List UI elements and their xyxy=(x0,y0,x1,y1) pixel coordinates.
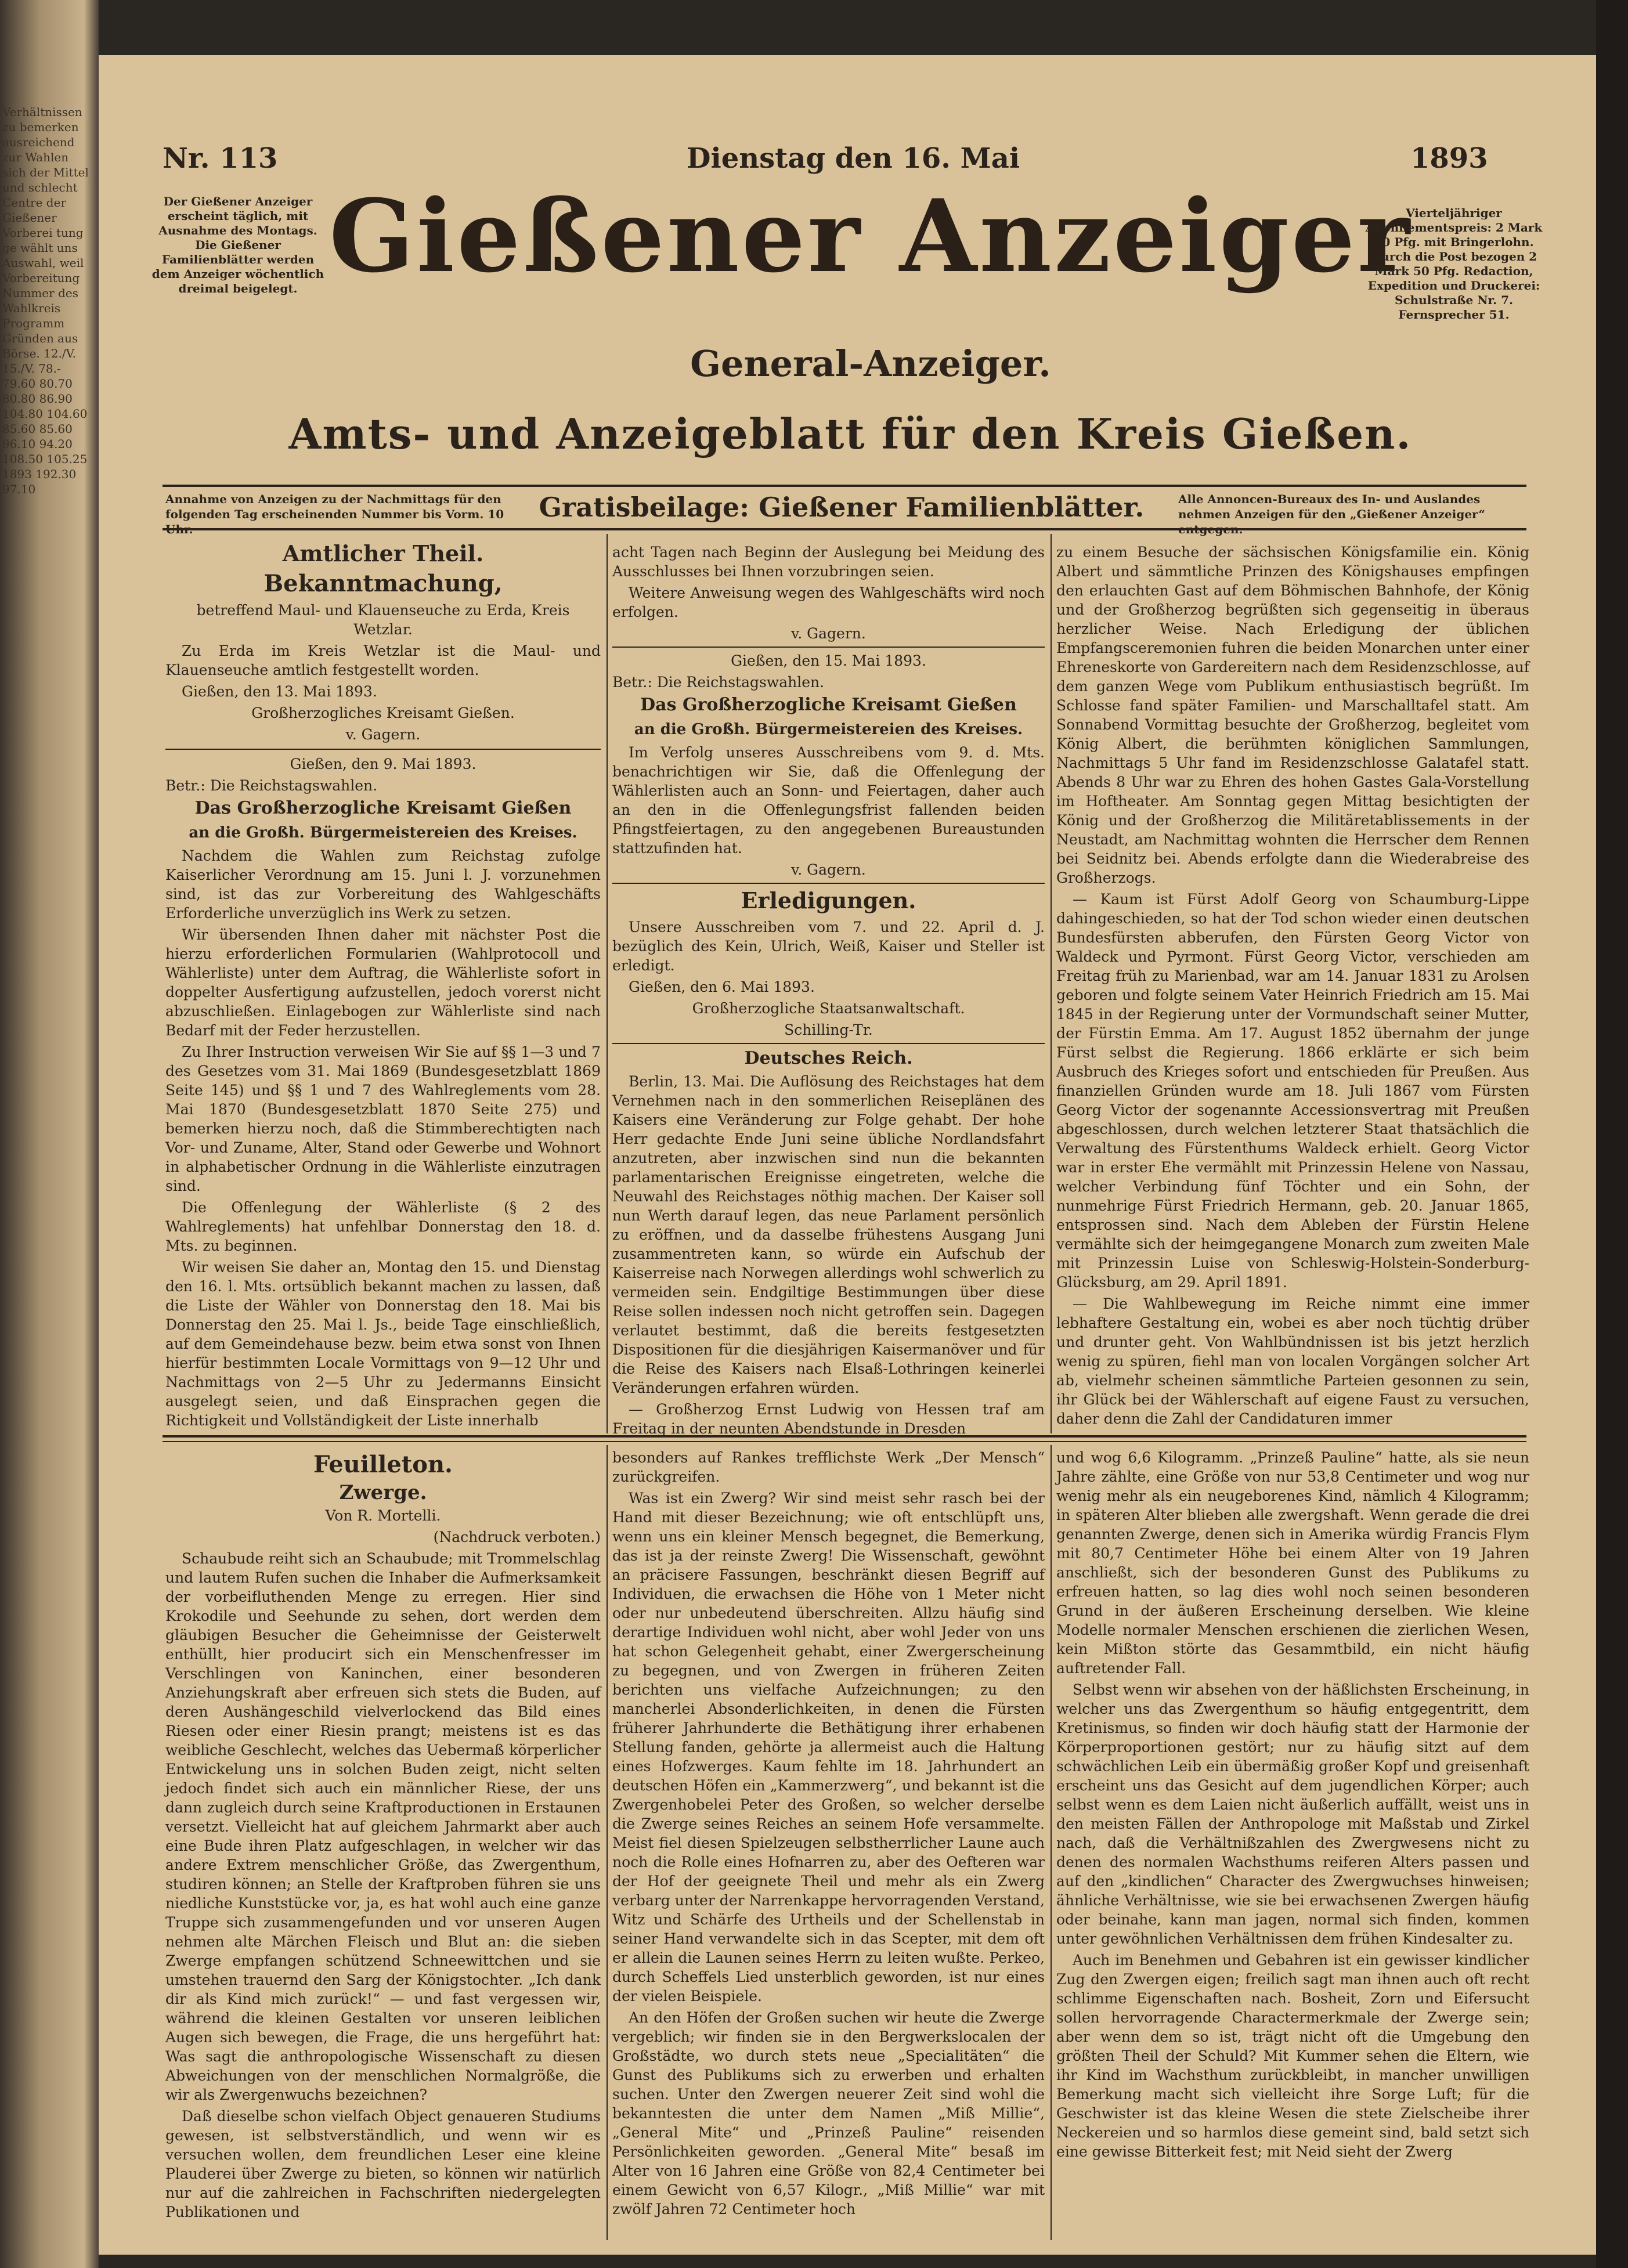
column-2 xyxy=(612,543,1045,1440)
newspaper-tagline: Amts- und Anzeigeblatt für den Kreis Gießen. xyxy=(288,409,1412,458)
left-page-gutter xyxy=(0,0,99,2268)
feuilleton-column-3 xyxy=(1056,1448,1529,2164)
paragraph: und wog 6,6 Kilogramm. „Prinzeß Pauline“ hatte, als sie neun Jahre zählte, eine Größe von nur 53,8 Centimeter und wog nur wenig mehr als ein neugeborenes Kind, nämlich 4 Kilogramm; in späteren Alter blieben alle zwergshaft. Wenn gerade die drei genannten Zwerge, denen sich in Amerika würdig Francis Flym mit 80,7 Centimeter Höhe bei einem Alter von 19 Jahren anschließt, sich der besonderen Gunst des Publikums zu erfreuen hatten, so lag dies wohl noch seinen besonderen Grund in der äußeren Erscheinung derselben. Wie kleine Modelle normaler Menschen erschienen die zierlichen Wesen, kein Mißton störte das Gesammtbild, ein nicht häufig auftretender Fall. xyxy=(1056,1449,1529,1677)
divider xyxy=(612,883,1045,884)
betreff: Betr.: Die Reichstagswahlen. xyxy=(612,674,825,691)
divider xyxy=(612,1043,1045,1044)
paragraph: Nachdem die Wahlen zum Reichstag zufolge Kaiserlicher Verordnung am 15. Juni l. J. vorzunehmen sind, ist das zur Vorbereitung des Wahlgeschäfts Erforderliche unverzüglich ins Werk zu setzen. xyxy=(165,847,601,922)
masthead-rule-bottom xyxy=(163,528,1526,530)
paragraph: An den Höfen der Großen suchen wir heute die Zwerge vergeblich; wir finden sie in den Bergwerkslocalen der Großstädte, wo durch stets neue „Specialitäten“ die Gunst des Publikums sich zu erwerben und erhalten suchen. Unter den Zwergen neuerer Zeit sind wohl die bekanntesten die unter dem Namen „Miß Millie“, „General Mite“ und „Prinzeß Pauline“ reisenden Persönlichkeiten geworden. „General Mite“ besaß im Alter von 16 Jahren eine Größe von 82,4 Centimeter bei einem Gewicht von 6,57 Kilogr., „Miß Millie“ war mit zwölf Jahren 72 Centimeter hoch xyxy=(612,2009,1045,2218)
bekanntmachung-subject: betreffend Maul- und Klauenseuche zu Erda, Kreis Wetzlar. xyxy=(196,602,570,638)
paragraph: Selbst wenn wir absehen von der häßlichsten Erscheinung, in welcher uns das Zwergenthum so häufig entgegentritt, dem Kretinismus, so finden wir doch häufig statt der Harmonie der Körperproportionen gestört; nur zu häufig sitzt auf dem schwächlichen Leib ein übermäßig großer Kopf und greisenhaft erscheint uns das Gesicht auf dem jugendlichen Körper; auch selbst wenn es dem Laien nicht äußerlich auffällt, weist uns in den meisten Fällen der Anthropologe mit Maßstab und Zirkel nach, daß die Verhältnißzahlen des Zwergwesens nicht zu denen des normalen Wachsthums reiferen Alters passen und auf den „kindlichen“ Character des Zwergwuchses hinweisen; ähnliche Verhältnisse, wie sie bei erwachsenen Zwergen häufig oder beinahe, kann man jagen, normal sich finden, kommen unter gewöhnlichen Verhältnissen dem frühen Kindesalter zu. xyxy=(1056,1681,1529,1947)
feuilleton-note: (Nachdruck verboten.) xyxy=(433,1529,601,1545)
newspaper-title: Gießener Anzeiger xyxy=(329,177,1413,295)
issue-year: 1893 xyxy=(1410,142,1488,175)
section-amtlicher-theil: Amtlicher Theil. xyxy=(282,540,484,566)
signature: Großherzogliche Staatsanwaltschaft. xyxy=(692,1000,965,1017)
heading-kreisamt: Das Großherzogliche Kreisamt Gießen xyxy=(640,695,1017,715)
heading-kreisamt-sub: an die Großh. Bürgermeistereien des Kreises. xyxy=(189,824,577,842)
column-rule xyxy=(607,1445,608,2240)
paragraph: Zu Ihrer Instruction verweisen Wir Sie auf §§ 1—3 und 7 des Gesetzes vom 31. Mai 1869 (Bundesgesetzblatt 1869 Seite 145) und §§ 1 und 7 des Wahlreglements vom 28. Mai 1870 (Bundesgesetzblatt 1870 Seite 275) und bemerken hierzu noch, daß die Stimmberechtigten nach Vor- und Zuname, Alter, Stand oder Gewerbe und Wohnort in alphabetischer Ordnung in die Wählerliste einzutragen sind. xyxy=(165,1043,601,1194)
dateline: Gießen, den 15. Mai 1893. xyxy=(731,652,926,669)
heading-bekanntmachung: Bekanntmachung, xyxy=(263,570,503,597)
betreff: Betr.: Die Reichstagswahlen. xyxy=(165,777,378,794)
paragraph: — Die Wahlbewegung im Reiche nimmt eine immer lebhaftere Gestaltung ein, wobei es aber noch tüchtig drüber und drunter geht. Von Wahlbündnissen ist bis jetzt herzlich wenig zu spüren, fiehl man von localen Vorgängen solcher Art ab, vielmehr scheinen sämmtliche Parteien gesonnen zu sein, ihr Glück bei der Wählerschaft auf eigene Faust zu versuchen, daher denn die Zahl der Candidaturen immer xyxy=(1056,1295,1529,1427)
column-rule xyxy=(1051,1445,1052,2240)
feuilleton-rule xyxy=(163,1435,1526,1438)
column-3 xyxy=(1056,543,1529,1431)
notice-left: Annahme von Anzeigen zu der Nachmittags für den folgenden Tag erscheinenden Nummer bis Vorm. 10 Uhr. xyxy=(165,492,504,536)
masthead-right-box: Vierteljähriger Abonnementspreis: 2 Mark 20 Pfg. mit Bringerlohn. Durch die Post bezogen 2 Mark 50 Pfg. Redaction, Expedition und Druckerei: Schulstraße Nr. 7. Fernsprecher 51. xyxy=(1365,206,1543,322)
dateline: Gießen, den 13. Mai 1893. xyxy=(182,683,377,700)
paragraph: Weitere Anweisung wegen des Wahlgeschäfts wird noch erfolgen. xyxy=(612,584,1045,620)
newspaper-page xyxy=(99,55,1596,2255)
column-rule xyxy=(1051,534,1052,1433)
gratisbeilage: Gratisbeilage: Gießener Familienblätter. xyxy=(539,492,1145,523)
paragraph: Zu Erda im Kreis Wetzlar ist die Maul- und Klauenseuche amtlich festgestellt worden. xyxy=(165,642,601,678)
paragraph: Daß dieselbe schon vielfach Object genaueren Studiums gewesen, ist selbstverständlich, und wenn wir es versuchen wollen, dem freundlichen Leser eine kleine Plauderei über Zwerge zu bieten, so können wir natürlich nur auf die zahlreichen in Fachschriften niedergelegten Publikationen und xyxy=(165,2108,601,2220)
feuilleton-title: Zwerge. xyxy=(339,1481,427,1504)
dateline: Gießen, den 6. Mai 1893. xyxy=(629,978,815,995)
paragraph: Im Verfolg unseres Ausschreibens vom 9. d. Mts. benachrichtigen wir Sie, daß die Offenlegung der Wählerlisten auch an Sonn- und Feiertagen, daher auch an den in die Offenlegungsfrist fallenden beiden Pfingstfeiertagen, zu den angegebenen Bureaustunden stattzufinden hat. xyxy=(612,744,1045,857)
paragraph: besonders auf Rankes trefflichste Werk „Der Mensch“ zurückgreifen. xyxy=(612,1449,1045,1485)
heading-erledigungen: Erledigungen. xyxy=(741,887,916,913)
issue-number: Nr. 113 xyxy=(163,142,278,175)
section-feuilleton: Feuilleton. xyxy=(313,1451,453,1478)
feuilleton-column-2 xyxy=(612,1448,1045,2221)
paragraph: Was ist ein Zwerg? Wir sind meist sehr rasch bei der Hand mit dieser Bezeichnung; wie oft entschlüpft uns, wenn uns ein kleiner Mensch begegnet, die Bemerkung, das ist ja der reinste Zwerg! Die Wissenschaft, gewöhnt an präcisere Fassungen, beschränkt diesen Begriff auf Individuen, die erwachsen die Höhe von 1 Meter nicht oder nur unbedeutend überschreiten. Allzu häufig sind derartige Individuen wohl nicht, aber wohl Jeder von uns hat schon Gelegenheit gehabt, einer Zwergerscheinung zu begegnen, und von Zwergen in früheren Zeiten berichten uns vielfache Aufzeichnungen; zu den mancherlei Absonderlichkeiten, in denen die Fürsten früherer Jahrhunderte die Bethätigung ihrer erhabenen Stellung fanden, gehörte ja allermeist auch die Haltung eines Hofzwerges. Kaum fehlte im 18. Jahrhundert an deutschen Höfen ein „Kammerzwerg“, und bekannt ist die Zwergenhobelei Peter des Großen, so welcher derselbe die Zwerge seines Reiches an seinem Hofe versammelte. Meist fiel diesen Spielzeugen selbstherrlicher Laune auch noch die Rolle eines Hofnarren zu, aber des Oefteren war der Hof der geeignete Theil und mehr als ein Zwerg verbarg unter der Narrenkappe hervorragenden Verstand, Witz und Schärfe des Urtheils und der Schellenstab in seiner Hand verwandelte sich in das Scepter, mit dem oft er allein die Launen seines Herrn zu leiten wußte. Perkeo, durch Scheffels Lied unsterblich geworden, ist nur eines der vielen Beispiele. xyxy=(612,1490,1045,2005)
divider xyxy=(165,749,601,750)
column-rule xyxy=(607,534,608,1433)
heading-kreisamt: Das Großherzogliche Kreisamt Gießen xyxy=(194,798,572,818)
newspaper-subtitle: General-Anzeiger. xyxy=(690,342,1051,385)
paragraph: Unsere Ausschreiben vom 7. und 22. April d. J. bezüglich des Kein, Ulrich, Weiß, Kaiser und Steller ist erledigt. xyxy=(612,919,1045,974)
signature: Schilling-Tr. xyxy=(784,1021,873,1038)
signature: v. Gagern. xyxy=(345,726,421,743)
paragraph: Schaubude reiht sich an Schaubude; mit Trommelschlag und lautem Rufen suchen die Inhaber die Aufmerksamkeit der vorbeifluthenden Menge zu erregen. Hier sind Krokodile und Seehunde zu sehen, dort werden dem gläubigen Besucher die Geheimnisse der Geisterwelt enthüllt, hier producirt sich ein Menschenfresser im Verschlingen von Kaninchen, einer besonderen Anziehungskraft aber erfreuen sich stets die Buden, auf deren Aushängeschild vielverlockend das Bild eines Riesen oder einer Riesin prangt; meistens ist es das weibliche Geschlecht, welches das Uebermaß körperlicher Entwickelung uns in solchen Buden zeigt, nicht selten jedoch findet sich auch ein männlicher Riese, der uns dann zugleich durch seine Kraftproductionen in Erstaunen versetzt. Vielleicht hat auf gleichem Jahrmarkt aber auch eine Bude ihren Platz aufgeschlagen, in welcher wir das andere Extrem menschlicher Größe, das Zwergenthum, studiren können; an Stelle der Kraftproben führen sie uns niedliche Kunststücke vor, ja, es hat wohl auch eine ganze Truppe sich zusammengefunden und vor unseren Augen nehmen alte Märchen Fleisch und Blut an: die sieben Zwerge empfangen schützend Schneewittchen und sie umstehen trauernd den Sarg der Königstochter. „Ich dank dir als Kind mich zurück!“ — und fast vergessen wir, während die kleinen Gestalten vor unseren leiblichen Augen sich bewegen, die Frage, die uns hergeführt hat: Was sagt die anthropologische Wissenschaft zu diesen Abweichungen von der menschlichen Normalgröße, die wir als Zwergenwuchs bezeichnen? xyxy=(165,1550,601,2103)
gutter-text: Verhältnissen zu bemerken ausreichend zur Wahlen sich der Mittel und schlecht Centre der Gießener Vorberei tung ge wählt uns Auswahl, weil Vorbereitung Nummer des Wahlkreis Programm Gründen aus Börse. 12./V. 15./V. 78.- 79.60 80.70 80.80 86.90 104.80 104.60 85.60 85.60 96.10 94.20 108.50 105.25 1893 192.30 97.10 xyxy=(2,105,93,496)
paragraph: — Kaum ist Fürst Adolf Georg von Schaumburg-Lippe dahingeschieden, so hat der Tod schon wieder einen deutschen Bundesfürsten abberufen, den Fürsten Georg Victor von Waldeck und Pyrmont. Fürst Georg Victor, verschieden am Freitag früh zu Marienbad, war am 14. Januar 1831 zu Arolsen geboren und folgte seinem Vater Heinrich Friedrich am 15. Mai 1845 in der Regierung unter der Vormundschaft seiner Mutter, der Fürstin Emma. Am 17. August 1852 übernahm der junge Fürst selbst die Regierung. 1866 erklärte er sich beim Ausbruch des Krieges sofort und entschieden für Preußen. Aus finanziellen Gründen wurde am 18. Juli 1867 vom Fürsten Georg Victor der sogenannte Accessionsvertrag mit Preußen abgeschlossen, durch welchen letzterer Staat thatsächlich die Verwaltung des Fürstenthums Waldeck erhielt. Georg Victor war in erster Ehe vermählt mit Prinzessin Helene von Nassau, welcher Verbindung fünf Töchter und ein Sohn, der nunmehrige Fürst Friedrich Hermann, geb. 20. Januar 1865, entsprossen sind. Nach dem Ableben der Fürstin Helene vermählte sich der heimgegangene Monarch zum zweiten Male mit Prinzessin Luise von Schleswig-Holstein-Sonderburg-Glücksburg, am 29. April 1891. xyxy=(1056,891,1529,1291)
notice-right: Alle Annoncen-Bureaux des In- und Auslandes nehmen Anzeigen für den „Gießener Anzeiger“ entgegen. xyxy=(1178,492,1485,536)
column-1 xyxy=(165,537,601,1432)
masthead-left-box: Der Gießener Anzeiger erscheint täglich, mit Ausnahme des Montags. Die Gießener Familienblätter werden dem Anzeiger wöchentlich dreimal beigelegt. xyxy=(151,194,324,295)
issue-date: Dienstag den 16. Mai xyxy=(686,142,1020,175)
feuilleton-column-1 xyxy=(165,1448,601,2224)
signature: Großherzogliches Kreisamt Gießen. xyxy=(251,705,515,721)
paragraph: Berlin, 13. Mai. Die Auflösung des Reichstages hat dem Vernehmen nach in den sommerlichen Reiseplänen des Kaisers eine Veränderung zur Folge gehabt. Der hohe Herr gedachte Ende Juni seine übliche Nordlandsfahrt anzutreten, aber inzwischen sind nun die bekannten parlamentarischen Ereignisse eingetreten, welche die Neuwahl des Reichstages nöthig machen. Der Kaiser soll nun Werth darauf legen, das neue Parlament persönlich zu eröffnen, und da dasselbe frühestens Ausgang Juni zusammentreten kann, so würde ein Aufschub der Kaiserreise nach Norwegen allerdings wohl schwerlich zu vermeiden sein. Endgiltige Bestimmungen über diese Reise sollen indessen noch nicht getroffen sein. Dagegen verlautet bestimmt, daß die bereits festgesetzten Dispositionen für die diesjährigen Kaisermanöver und für die Reise des Kaisers nach Elsaß-Lothringen keinerlei Veränderungen erfahren würden. xyxy=(612,1073,1045,1396)
heading-deutsches-reich: Deutsches Reich. xyxy=(744,1048,913,1068)
paragraph: Die Offenlegung der Wählerliste (§ 2 des Wahlreglements) hat unfehlbar Donnerstag den 18. d. Mts. zu beginnen. xyxy=(165,1199,601,1254)
paragraph: Wir weisen Sie daher an, Montag den 15. und Dienstag den 16. l. Mts. ortsüblich bekannt machen zu lassen, daß die Liste der Wähler von Donnerstag den 18. Mai bis Donnerstag den 25. Mai l. Js., beide Tage einschließlich, auf dem Gemeindehause bezw. beim etwa sonst von Ihnen hierfür bestimmten Locale Vormittags von 9—12 Uhr und Nachmittags von 2—5 Uhr zu Jedermanns Einsicht ausgelegt seien, und daß Einsprachen gegen die Richtigkeit und Vollständigkeit der Liste innerhalb xyxy=(165,1259,601,1429)
divider xyxy=(612,647,1045,648)
paragraph: Auch im Benehmen und Gebahren ist ein gewisser kindlicher Zug den Zwergen eigen; freilich sagt man ihnen auch oft recht schlimme Eigenschaften nach. Bosheit, Zorn und Eifersucht sollen hervorragende Charactermerkmale der Zwerge sein; aber wenn dem so ist, trägt nicht oft die Umgebung den größten Theil der Schuld? Mit Kummer sehen die Eltern, wie ihr Kind im Wachsthum zurückbleibt, in mancher unwilligen Bemerkung macht sich vielleicht ihre Sorge Luft; für die Geschwister ist das kleine Wesen die stete Zielscheibe ihrer Neckereien und so harmlos diese gemeint sind, bald setzt sich eine gewisse Bitterkeit fest; mit Neid sieht der Zwerg xyxy=(1056,1952,1529,2160)
paragraph: Wir übersenden Ihnen daher mit nächster Post die hierzu erforderlichen Formularien (Wahlprotocoll und Wählerliste) unter dem Auftrag, die Wählerliste sofort in doppelter Ausfertigung aufzustellen, jedoch vorerst nicht abzuschließen. Einlagebogen zur Wählerliste sind nach Bedarf mit der Feder herzustellen. xyxy=(165,926,601,1039)
paragraph: acht Tagen nach Beginn der Auslegung bei Meidung des Ausschlusses bei Ihnen vorzubringen seien. xyxy=(612,544,1045,580)
right-edge-shadow xyxy=(1596,0,1628,2268)
feuilleton-rule-thin xyxy=(163,1441,1526,1442)
signature: v. Gagern. xyxy=(791,625,866,642)
paragraph: — Großherzog Ernst Ludwig von Hessen traf am Freitag in der neunten Abendstunde in Dresden xyxy=(612,1401,1045,1437)
heading-kreisamt-sub: an die Großh. Bürgermeistereien des Kreises. xyxy=(634,721,1023,738)
masthead-rule-top xyxy=(163,485,1526,487)
dateline: Gießen, den 9. Mai 1893. xyxy=(290,756,477,772)
feuilleton-author: Von R. Mortelli. xyxy=(325,1507,441,1524)
paragraph: zu einem Besuche der sächsischen Königsfamilie ein. König Albert und sämmtliche Prinzen des Königshauses empfingen den erlauchten Gast auf dem Böhmischen Bahnhofe, der König und der Großherzog begrüßten sich gegenseitig in überaus herzlicher Weise. Nach Erledigung der üblichen Empfangsceremonien fuhren die beiden Monarchen unter einer Ehreneskorte von Gardereitern nach dem Residenzschlosse, auf dem ganzen Wege vom Publikum enthusiastisch begrüßt. Im Schlosse fand später Familien- und Marschalltafel statt. Am Sonnabend Vormittag besuchte der Großherzog, begleitet vom König Albert, die berühmten königlichen Sammlungen, Nachmittags 5 Uhr fand im Residenzschlosse Galatafel statt. Abends 8 Uhr war zu Ehren des hohen Gastes Gala-Vorstellung im Hoftheater. Am Sonntag gegen Mittag besichtigten der König und der Großherzog die Militäretablissements in der Neustadt, am Nachmittag wohnten die Herrscher dem Rennen bei Seidnitz bei. Abends erfolgte dann die Wiederabreise des Großherzogs. xyxy=(1056,544,1529,886)
signature: v. Gagern. xyxy=(791,861,866,878)
